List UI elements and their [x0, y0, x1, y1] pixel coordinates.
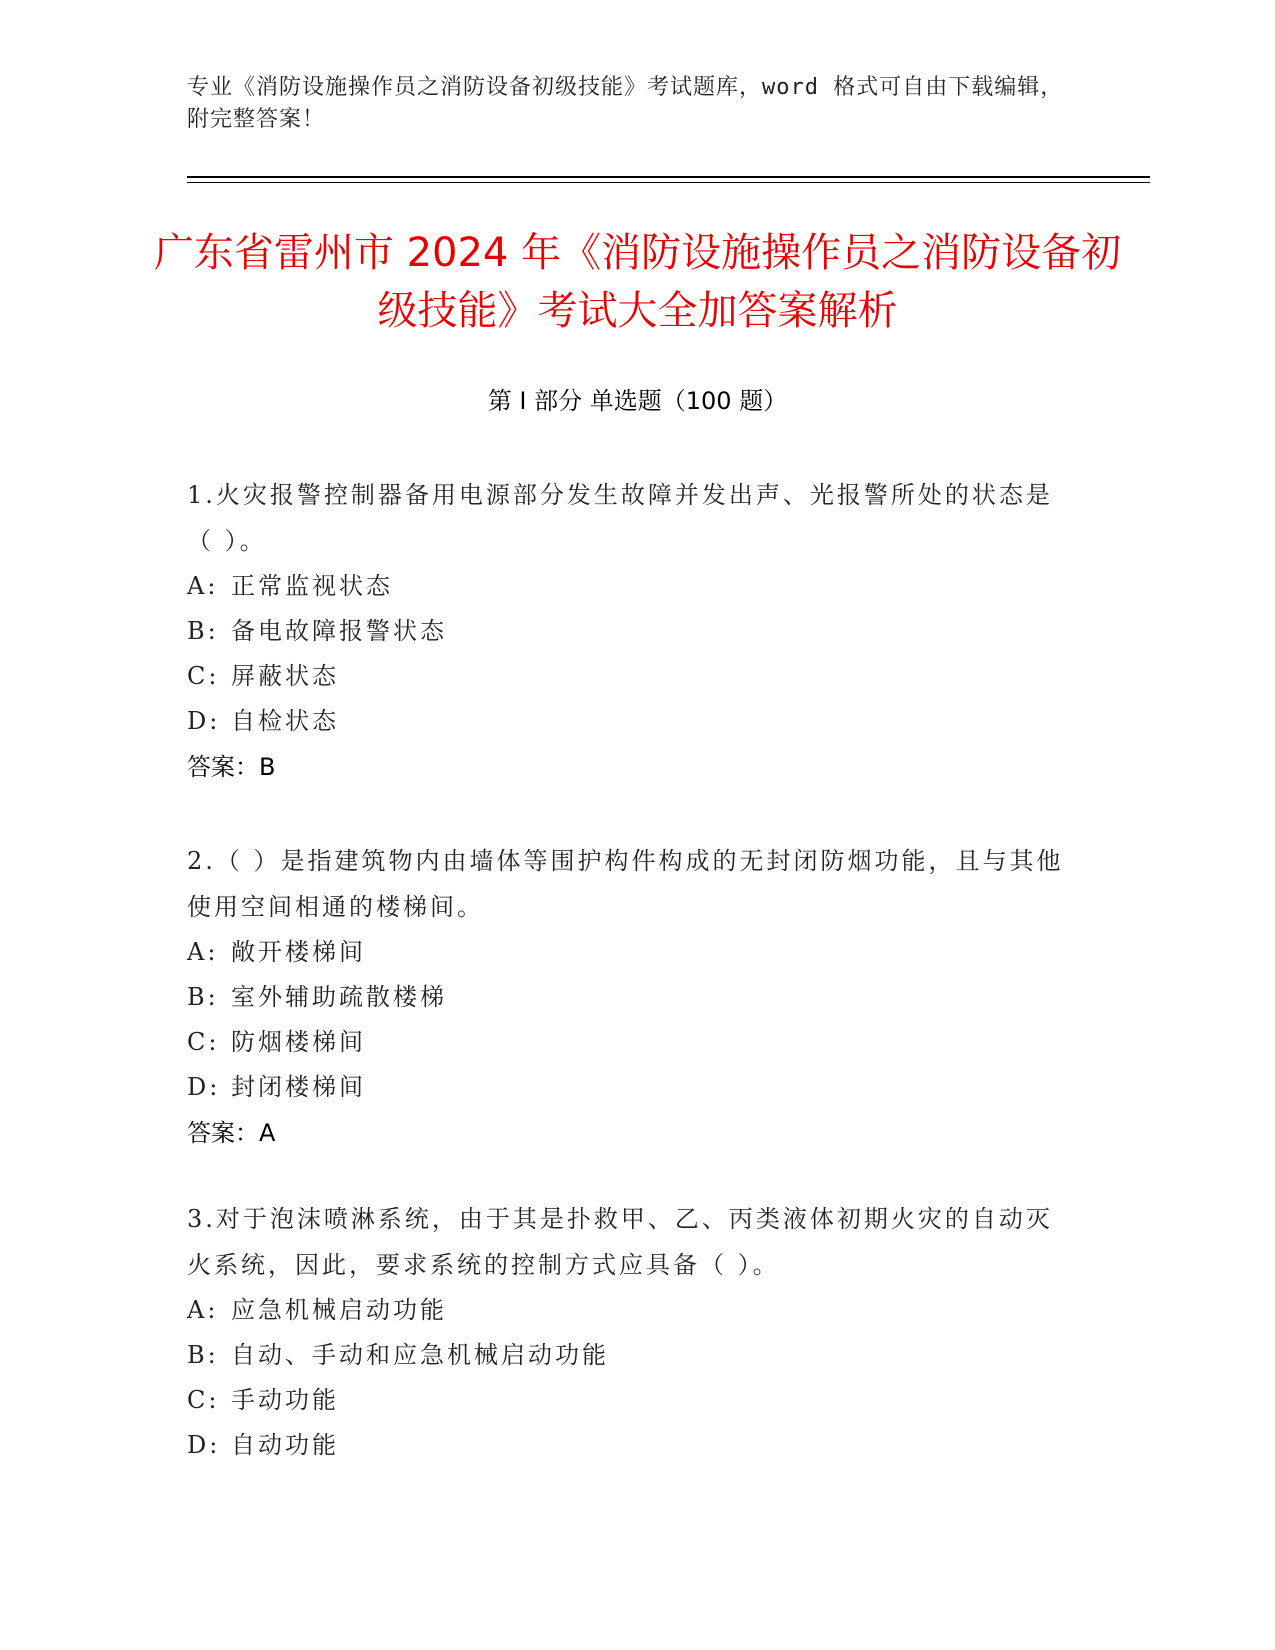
option-label: A:: [187, 1296, 219, 1324]
option-text: 自动、手动和应急机械启动功能: [231, 1341, 609, 1369]
question-text: 3.对于泡沫喷淋系统，由于其是扑救甲、乙、丙类液体初期火灾的自动灭火系统，因此，要求系统的控制方式应具备（ ）。: [187, 1205, 1053, 1279]
option-text: 应急机械启动功能: [231, 1296, 447, 1324]
option-label: D:: [187, 1073, 221, 1101]
question-1: [187, 472, 1067, 790]
section-heading: 第 I 部分 单选题（100 题）: [487, 387, 788, 415]
option-label: B:: [187, 983, 219, 1011]
answer: 答案：B: [187, 753, 276, 781]
question-text: 2.（ ）是指建筑物内由墙体等围护构件构成的无封闭防烟功能，且与其他使用空间相通的楼梯间。: [187, 847, 1064, 921]
header-divider-thick: [187, 176, 1150, 178]
option-text: 手动功能: [231, 1386, 339, 1414]
option-b: [187, 609, 1067, 654]
option-d: [187, 699, 1067, 744]
option-label: A:: [187, 572, 219, 600]
header-note: 专业《消防设施操作员之消防设备初级技能》考试题库，word 格式可自由下载编辑，附完整答案！: [187, 75, 1064, 132]
option-a: [187, 930, 1067, 975]
option-label: B:: [187, 1341, 219, 1369]
option-d: [187, 1065, 1067, 1110]
option-b: [187, 1333, 1067, 1378]
question-text: 1.火灾报警控制器备用电源部分发生故障并发出声、光报警所处的状态是（ ）。: [187, 481, 1053, 555]
option-text: 备电故障报警状态: [231, 617, 447, 645]
option-text: 敞开楼梯间: [231, 938, 366, 966]
option-text: 封闭楼梯间: [231, 1073, 366, 1101]
option-c: [187, 654, 1067, 699]
option-text: 屏蔽状态: [231, 662, 339, 690]
question-3: [187, 1196, 1067, 1468]
option-text: 防烟楼梯间: [231, 1028, 366, 1056]
header-divider-thin: [187, 182, 1150, 183]
option-label: C:: [187, 1028, 220, 1056]
option-label: A:: [187, 938, 219, 966]
option-text: 室外辅助疏散楼梯: [231, 983, 447, 1011]
answer: 答案：A: [187, 1119, 276, 1147]
option-text: 自动功能: [231, 1431, 339, 1459]
option-text: 正常监视状态: [231, 572, 393, 600]
option-a: [187, 1288, 1067, 1333]
option-label: B:: [187, 617, 219, 645]
option-text: 自检状态: [231, 707, 339, 735]
option-label: C:: [187, 1386, 220, 1414]
option-label: C:: [187, 662, 220, 690]
option-c: [187, 1378, 1067, 1423]
option-label: D:: [187, 707, 221, 735]
option-a: [187, 564, 1067, 609]
option-label: D:: [187, 1431, 221, 1459]
option-d: [187, 1423, 1067, 1468]
question-2: [187, 838, 1067, 1156]
document-title: 广东省雷州市 2024 年《消防设施操作员之消防设备初级技能》考试大全加答案解析: [153, 230, 1122, 334]
option-c: [187, 1020, 1067, 1065]
option-b: [187, 975, 1067, 1020]
